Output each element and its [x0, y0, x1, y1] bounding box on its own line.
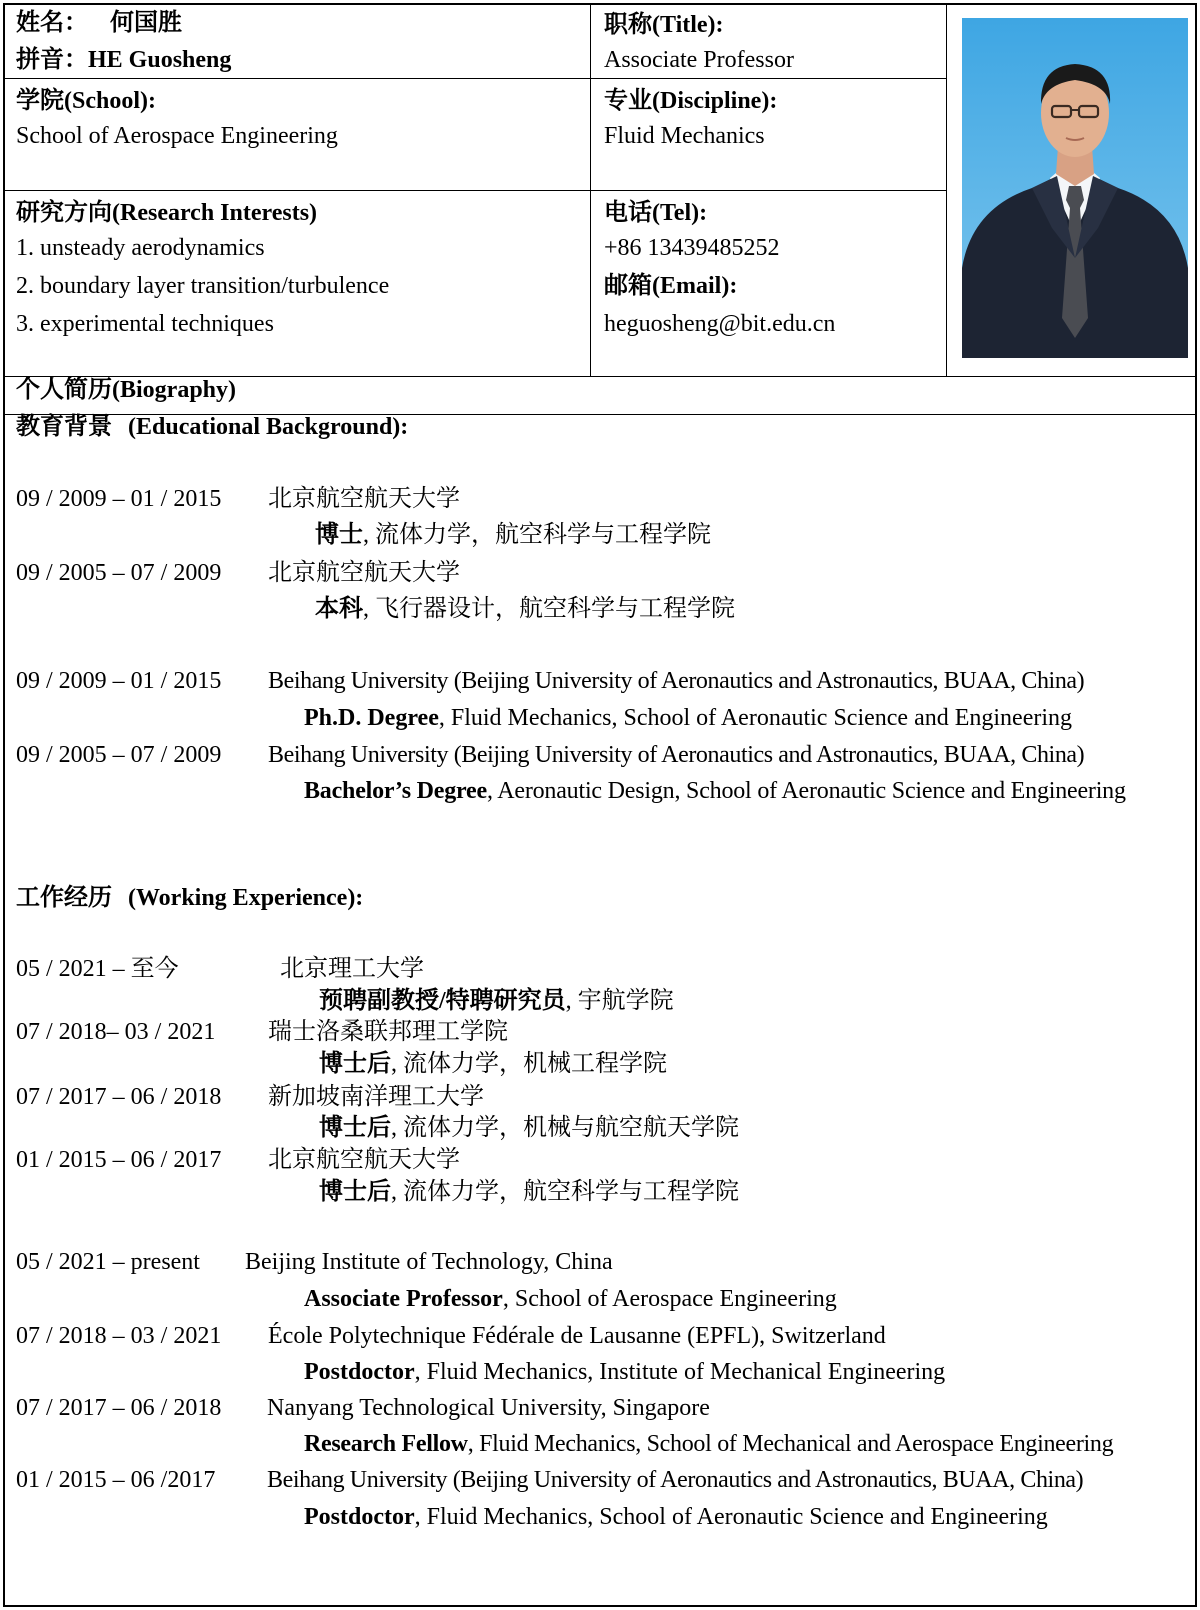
- work-cn-position: 博士后: [319, 1115, 391, 1141]
- border-top: [3, 3, 1197, 5]
- research-item: 3. experimental techniques: [16, 311, 274, 337]
- divider-row-2: [3, 190, 947, 191]
- work-cn-institution: 北京理工大学: [280, 956, 424, 982]
- work-cn-position: 博士后: [319, 1051, 391, 1077]
- work-cn-position-row: [319, 1052, 667, 1076]
- research-item: 1. unsteady aerodynamics: [16, 235, 265, 261]
- work-en-position-row: [304, 1287, 837, 1311]
- tel-value: +86 13439485252: [604, 235, 780, 261]
- work-heading: [16, 886, 363, 910]
- work-en-detail: , School of Aerospace Engineering: [502, 1286, 837, 1312]
- work-cn-position: 预聘副教授/特聘研究员: [319, 988, 566, 1014]
- portrait-photo: [962, 18, 1188, 358]
- work-en-position: Postdoctor: [304, 1504, 415, 1530]
- education-cn-degree-row: [315, 523, 711, 547]
- work-cn-position-row: [319, 1180, 739, 1204]
- border-left: [3, 3, 5, 1607]
- work-cn-position-row: [319, 989, 674, 1013]
- education-en-institution: Beihang University (Beijing University of Aeronautics and Astronautics, BUAA, China): [268, 742, 1085, 768]
- education-en-detail: , Aeronautic Design, School of Aeronautic Science and Engineering: [486, 778, 1126, 804]
- education-cn-date: 09 / 2009 – 01 / 2015: [16, 486, 222, 512]
- work-en-institution: Beijing Institute of Technology, China: [245, 1249, 613, 1275]
- education-heading-en: (Educational Background):: [128, 414, 409, 440]
- tel-label: 电话(Tel):: [604, 200, 708, 226]
- school-value: School of Aerospace Engineering: [16, 123, 338, 149]
- work-cn-detail: , 流体力学，机械工程学院: [391, 1051, 667, 1077]
- education-en-detail: , Fluid Mechanics, School of Aeronautic Science and Engineering: [438, 705, 1073, 731]
- work-cn-detail: , 流体力学，机械与航空航天学院: [391, 1115, 739, 1141]
- email-label: 邮箱(Email):: [604, 273, 738, 299]
- work-heading-cn: 工作经历: [16, 885, 112, 911]
- work-en-detail: , Fluid Mechanics, School of Mechanical and Aerospace Engineering: [467, 1431, 1114, 1457]
- work-cn-institution: 北京航空航天大学: [268, 1147, 460, 1173]
- discipline-value: Fluid Mechanics: [604, 123, 765, 149]
- education-cn-detail: , 流体力学，航空科学与工程学院: [363, 522, 711, 548]
- work-cn-detail: , 流体力学，航空科学与工程学院: [391, 1179, 739, 1205]
- portrait-illustration: [962, 18, 1188, 358]
- work-en-institution: Beihang University (Beijing University of Aeronautics and Astronautics, BUAA, China): [267, 1467, 1084, 1493]
- education-en-degree: Ph.D. Degree: [304, 705, 439, 731]
- work-cn-date: 05 / 2021 – 至今: [16, 956, 179, 982]
- pinyin-label: 拼音：: [16, 47, 88, 73]
- work-cn-position-row: [319, 1116, 739, 1140]
- title-label: 职称(Title):: [604, 12, 724, 38]
- email-value[interactable]: heguosheng@bit.edu.cn: [604, 311, 836, 337]
- border-right: [1195, 3, 1197, 1607]
- work-cn-detail: , 宇航学院: [565, 988, 674, 1014]
- work-cn-institution: 瑞士洛桑联邦理工学院: [268, 1019, 508, 1045]
- work-en-position-row: [304, 1505, 1048, 1529]
- work-en-institution: École Polytechnique Fédérale de Lausanne (EPFL), Switzerland: [268, 1323, 886, 1349]
- work-en-date: 07 / 2018 – 03 / 2021: [16, 1323, 222, 1349]
- name-row: [16, 11, 182, 35]
- education-cn-detail: , 飞行器设计，航空科学与工程学院: [363, 596, 735, 622]
- education-en-degree-row: [304, 779, 1126, 803]
- border-bottom: [3, 1605, 1197, 1607]
- work-en-date: 05 / 2021 – present: [16, 1249, 200, 1275]
- work-en-position: Associate Professor: [304, 1286, 503, 1312]
- work-en-detail: , Fluid Mechanics, Institute of Mechanical Engineering: [414, 1359, 946, 1385]
- school-label: 学院(School):: [16, 88, 156, 114]
- biography-heading: 个人简历(Biography): [16, 377, 237, 403]
- education-en-date: 09 / 2009 – 01 / 2015: [16, 668, 222, 694]
- education-cn-degree: 本科: [315, 596, 363, 622]
- work-en-position: Research Fellow: [304, 1431, 468, 1457]
- education-cn-date: 09 / 2005 – 07 / 2009: [16, 560, 222, 586]
- work-cn-date: 07 / 2017 – 06 / 2018: [16, 1084, 222, 1110]
- work-cn-date: 01 / 2015 – 06 / 2017: [16, 1147, 222, 1173]
- work-heading-en: (Working Experience):: [128, 885, 364, 911]
- work-en-position: Postdoctor: [304, 1359, 415, 1385]
- discipline-label: 专业(Discipline):: [604, 88, 778, 114]
- education-cn-degree: 博士: [315, 522, 363, 548]
- work-en-date: 01 / 2015 – 06 /2017: [16, 1467, 216, 1493]
- education-cn-institution: 北京航空航天大学: [268, 486, 460, 512]
- education-en-degree-row: [304, 706, 1072, 730]
- education-cn-institution: 北京航空航天大学: [268, 560, 460, 586]
- work-en-position-row: [304, 1432, 1113, 1456]
- divider-row-1: [3, 78, 947, 79]
- research-label: 研究方向(Research Interests): [16, 200, 318, 226]
- name-label: 姓名：: [16, 10, 88, 36]
- education-cn-degree-row: [315, 597, 735, 621]
- research-item: 2. boundary layer transition/turbulence: [16, 273, 390, 299]
- work-en-date: 07 / 2017 – 06 / 2018: [16, 1395, 222, 1421]
- education-en-degree: Bachelor’s Degree: [304, 778, 487, 804]
- title-value: Associate Professor: [604, 47, 794, 73]
- pinyin-value: HE Guosheng: [88, 47, 232, 73]
- work-cn-date: 07 / 2018– 03 / 2021: [16, 1019, 216, 1045]
- work-en-institution: Nanyang Technological University, Singapore: [267, 1395, 710, 1421]
- work-cn-position: 博士后: [319, 1179, 391, 1205]
- education-en-date: 09 / 2005 – 07 / 2009: [16, 742, 222, 768]
- work-en-detail: , Fluid Mechanics, School of Aeronautic Science and Engineering: [414, 1504, 1048, 1530]
- name-value: 何国胜: [110, 10, 182, 36]
- work-en-position-row: [304, 1360, 945, 1384]
- education-heading-cn: 教育背景: [16, 414, 112, 440]
- work-cn-institution: 新加坡南洋理工大学: [268, 1084, 484, 1110]
- education-heading: [16, 415, 408, 439]
- education-en-institution: Beihang University (Beijing University of Aeronautics and Astronautics, BUAA, China): [268, 668, 1085, 694]
- pinyin-row: [16, 48, 231, 72]
